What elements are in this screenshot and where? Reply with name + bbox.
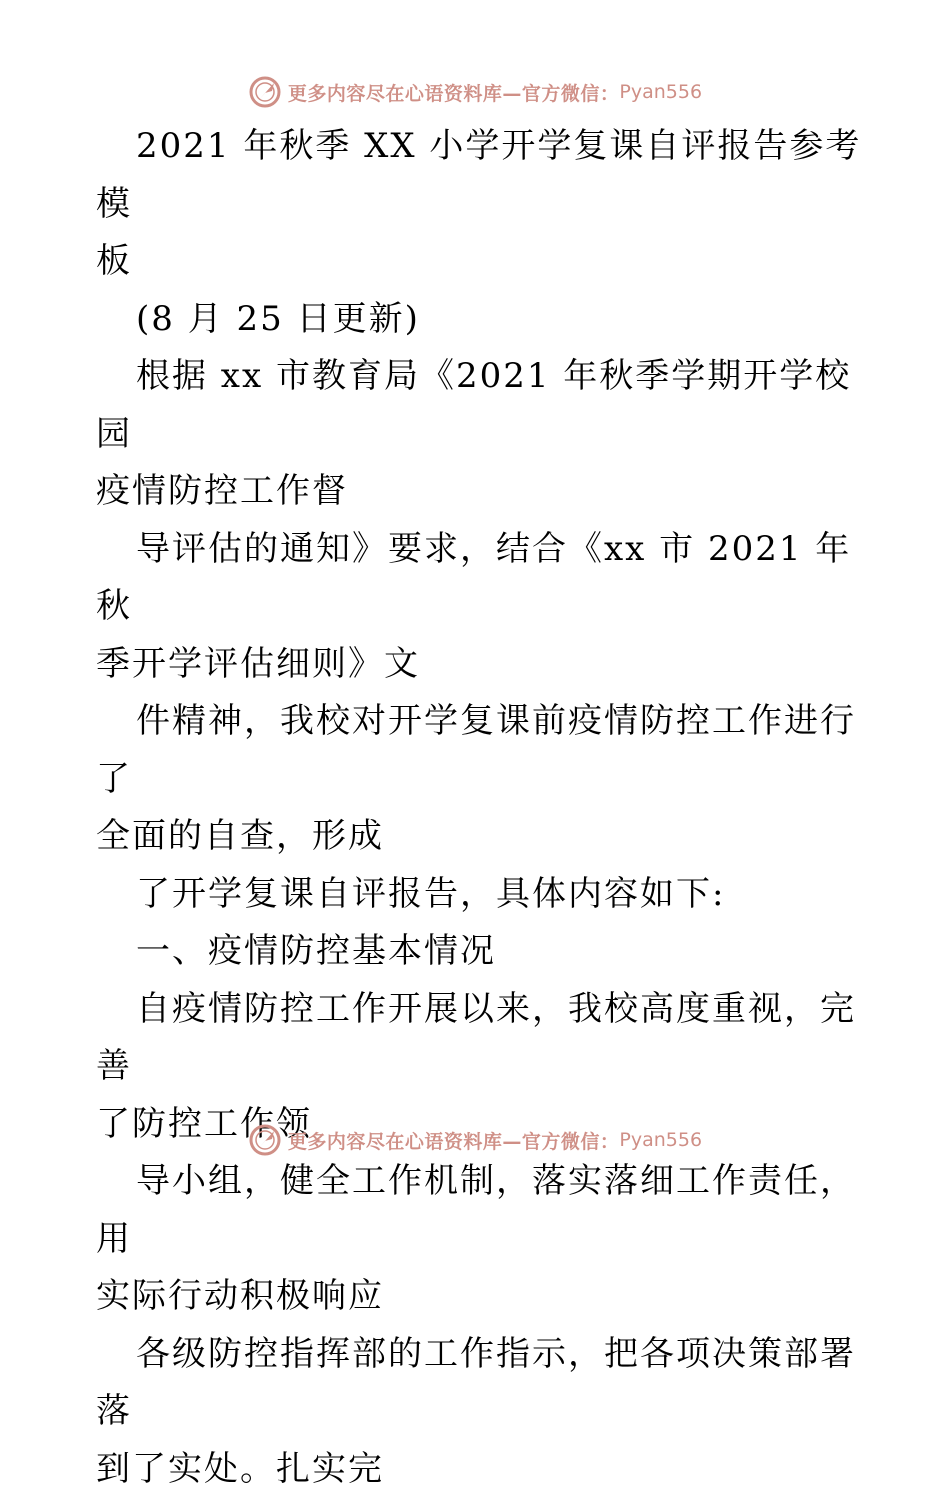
paragraph-line: 导评估的通知》要求，结合《xx 市 2021 年秋: [96, 529, 851, 627]
quill-seal-icon: [248, 1123, 282, 1157]
section-heading: [96, 923, 866, 981]
paragraph: [96, 348, 866, 521]
paragraph-line: 件精神，我校对开学复课前疫情防控工作进行了: [96, 701, 856, 799]
watermark-text: 更多内容尽在心语资料库—官方微信：: [288, 1127, 620, 1154]
quill-seal-icon: [248, 75, 282, 109]
document-body: [96, 118, 866, 1498]
title-line-2: 板: [96, 241, 132, 281]
paragraph: [96, 1326, 866, 1498]
paragraph: [96, 693, 866, 866]
watermark-footer: [0, 1120, 950, 1160]
paragraph-line: 一、疫情防控基本情况: [136, 931, 496, 971]
paragraph-line: 全面的自查，形成: [96, 816, 384, 856]
paragraph: [96, 866, 866, 924]
paragraph-line: 季开学评估细则》文: [96, 644, 420, 684]
paragraph-line: 各级防控指挥部的工作指示，把各项决策部署落: [96, 1334, 856, 1432]
watermark-text: 更多内容尽在心语资料库—官方微信：: [288, 79, 620, 106]
paragraph: [96, 521, 866, 694]
paragraph-line: 到了实处。扎实完: [96, 1449, 384, 1489]
watermark-handle: Pyan556: [619, 1129, 702, 1151]
paragraph-line: 导小组，健全工作机制，落实落细工作责任，用: [96, 1161, 856, 1259]
watermark-header: [0, 72, 950, 112]
title-line-1: 2021 年秋季 XX 小学开学复课自评报告参考模: [96, 126, 861, 224]
paragraph-line: 根据 xx 市教育局《2021 年秋季学期开学校园: [96, 356, 851, 454]
paragraph-line: 了开学复课自评报告，具体内容如下:: [136, 874, 725, 914]
paragraph-line: 自疫情防控工作开展以来，我校高度重视，完善: [96, 989, 856, 1087]
paragraph-line: 疫情防控工作督: [96, 471, 348, 511]
paragraph-line: 了防控工作领: [96, 1104, 312, 1144]
watermark-handle: Pyan556: [619, 81, 702, 103]
paragraph-line: 实际行动积极响应: [96, 1276, 384, 1316]
update-note: (8 月 25 日更新): [96, 291, 866, 349]
paragraph: [96, 1153, 866, 1326]
document-title: [96, 118, 866, 291]
